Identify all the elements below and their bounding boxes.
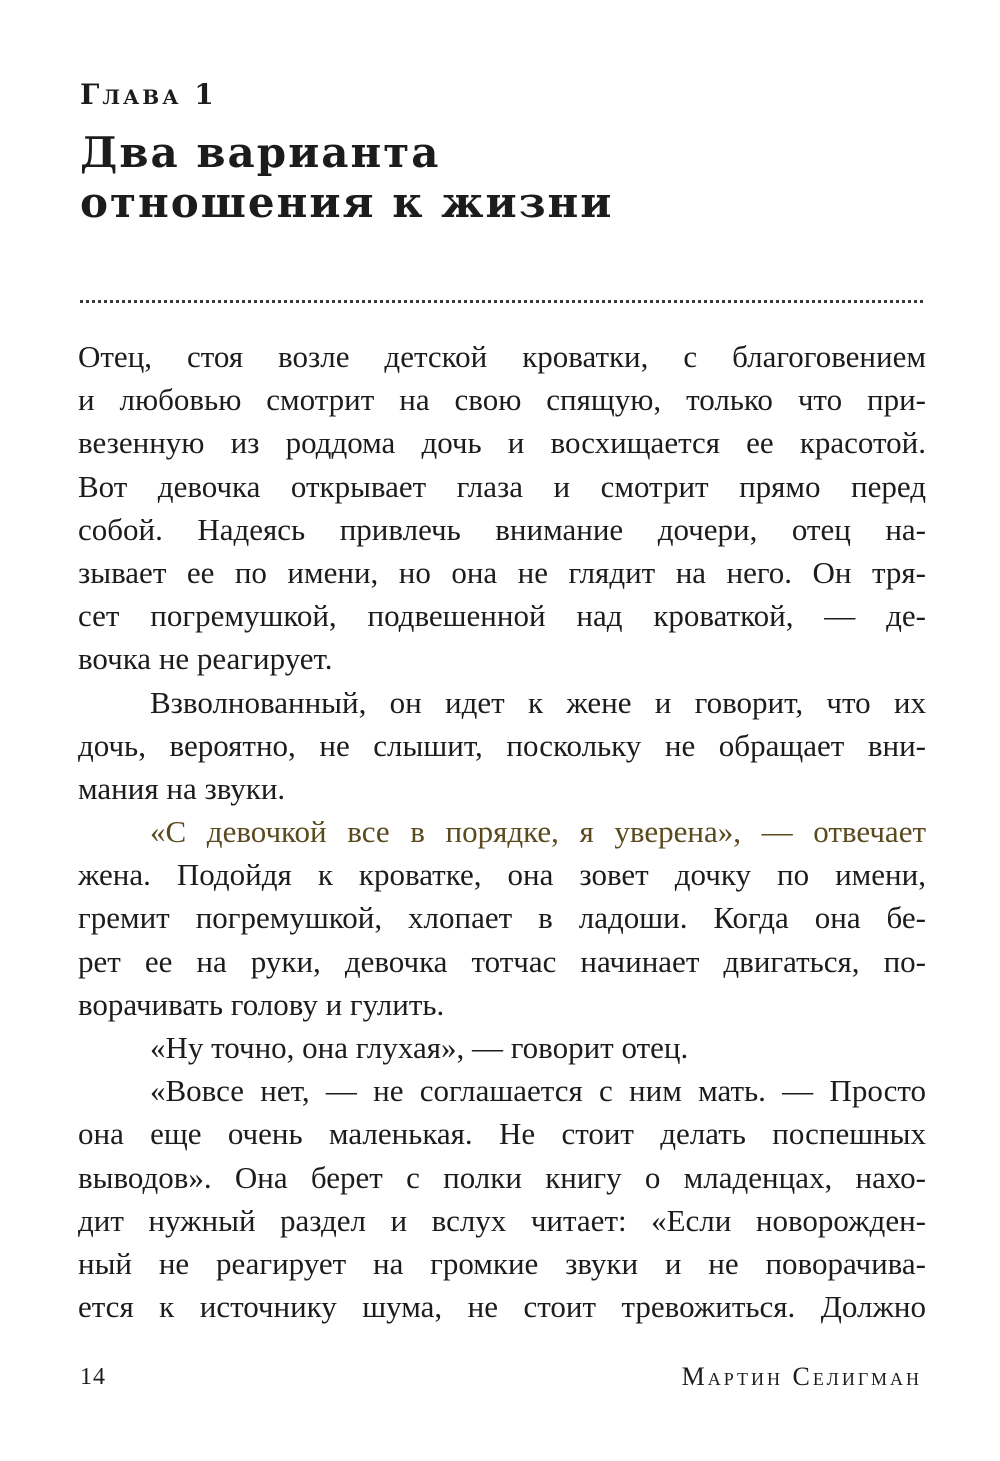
text-line: собой. Надеясь привлечь внимание дочери, отец на- [78,511,926,547]
text-line: мания на звуки. [78,770,286,806]
text-line: ный не реагирует на громкие звуки и не поворачива- [78,1245,926,1281]
text-line: ется к источнику шума, не стоит тревожиться. Должно [78,1289,926,1325]
text-line: и любовью смотрит на свою спящую, только что при- [78,382,926,418]
page-number: 14 [80,1364,106,1390]
text-line: везенную из роддома дочь и восхищается ее красотой. [78,425,926,461]
chapter-label: Глава 1 [80,78,217,111]
text-line: гремит погремушкой, хлопает в ладоши. Когда она бе- [78,900,926,936]
text-line: зывает ее по имени, но она не глядит на него. Он тря- [78,554,926,590]
text-line: жена. Подойдя к кроватке, она зовет дочку по имени, [78,857,926,893]
text-line: рет ее на руки, девочка тотчас начинает двигаться, по- [78,943,926,979]
body-text [78,335,926,1328]
text-line: вочка не реагирует. [78,641,333,677]
text-line: Отец, стоя возле детской кроватки, с благоговением [78,339,926,374]
text-line: выводов». Она берет с полки книгу о младенцах, нахо- [78,1159,926,1195]
text-line: «Вовсе нет, — не соглашается с ним мать. — Просто [150,1073,926,1109]
text-line: сет погремушкой, подвешенной над кроваткой, — де- [78,598,926,634]
text-line: «Ну точно, она глухая», — говорит отец. [150,1030,689,1065]
text-line: дит нужный раздел и вслух читает: «Если новорожден- [78,1202,926,1238]
chapter-title [80,128,780,228]
dotted-divider [80,300,923,303]
text-line: Взволнованный, он идет к жене и говорит, что их [150,684,926,720]
text-line: она еще очень маленькая. Не стоит делать поспешных [78,1116,926,1152]
chapter-title-line: отношения к жизни [80,178,614,227]
text-line: дочь, вероятно, не слышит, поскольку не обращает вни- [78,727,926,763]
text-line: Вот девочка открывает глаза и смотрит прямо перед [78,468,926,504]
running-footer-author: Мартин Селигман [681,1362,922,1391]
text-line: «С девочкой все в порядке, я уверена», — отвечает [150,814,926,850]
text-line: ворачивать голову и гулить. [78,986,445,1022]
chapter-title-line: Два варианта [80,128,441,177]
